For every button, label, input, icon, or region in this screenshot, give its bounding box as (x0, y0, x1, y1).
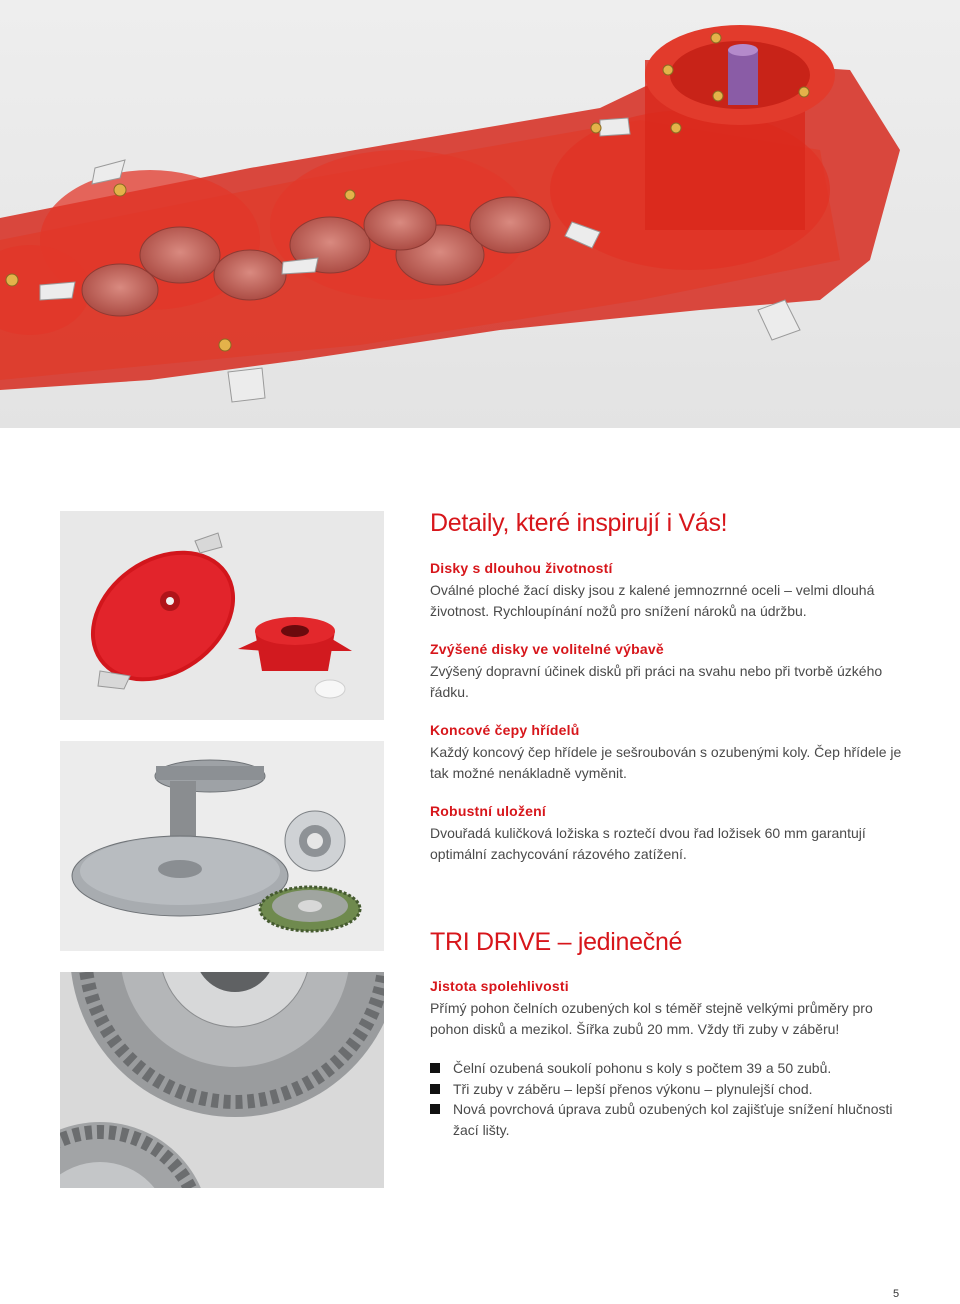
feature-raised-discs (430, 640, 910, 702)
feature-heading: Robustní uložení (430, 803, 546, 819)
bullet-item (430, 1099, 910, 1140)
feature-heading: Zvýšené disky ve volitelné výbavě (430, 641, 664, 657)
bullet-text: Tři zuby v záběru – lepší přenos výkonu – plynulejší chod. (453, 1080, 813, 1097)
bullet-square-icon (430, 1104, 440, 1114)
bullet-item (430, 1058, 910, 1079)
feature-text: Dvouřadá kuličková ložiska s roztečí dvou řad ložisek 60 mm garantují optimální zachycování rázového zatížení. (430, 825, 866, 862)
section-details (430, 508, 910, 864)
feature-shaft-end-pins (430, 721, 910, 783)
feature-robust-bearing (430, 802, 910, 864)
section-tri-drive (430, 927, 910, 1140)
page-number: 5 (893, 1288, 900, 1300)
feature-text: Každý koncový čep hřídele je sešroubován s ozubenými koly. Čep hřídele je tak možné nenákladně vyměnit. (430, 744, 902, 781)
bullet-list (430, 1058, 910, 1140)
section-title-tri-drive: TRI DRIVE – jedinečné (430, 928, 683, 956)
bullet-item (430, 1079, 910, 1100)
feature-heading: Disky s dlouhou životností (430, 560, 613, 576)
hero-cutterbar-illustration (0, 0, 960, 428)
feature-reliability (430, 977, 910, 1039)
feature-heading: Jistota spolehlivosti (430, 978, 569, 994)
section-title-details: Detaily, které inspirují i Vás! (430, 509, 728, 537)
bullet-text: Čelní ozubená soukolí pohonu s koly s počtem 39 a 50 zubů. (453, 1060, 832, 1076)
feature-text: Zvýšený dopravní účinek disků při práci na svahu nebo při tvorbě úzkého řádku. (430, 663, 883, 700)
feature-text: Přímý pohon čelních ozubených kol s téměř stejně velkými průměry pro pohon disků a mezikol. Šířka zubů 20 mm. Vždy tři zuby v záběru! (430, 1000, 873, 1037)
photo-mower-discs (60, 511, 384, 720)
bullet-square-icon (430, 1084, 440, 1094)
photo-shaft-bearing (60, 741, 384, 951)
feature-disc-longevity (430, 559, 910, 621)
bullet-text: Nová povrchová úprava zubů ozubených kol zajišťuje snížení hlučnosti žací lišty. (453, 1101, 893, 1138)
feature-heading: Koncové čepy hřídelů (430, 722, 580, 738)
feature-text: Oválné ploché žací disky jsou z kalené jemnozrnné oceli – velmi dlouhá životnost. Rychloupínání nožů pro snížení nároků na údržbu. (430, 582, 875, 619)
bullet-square-icon (430, 1063, 440, 1073)
photo-spur-gears (60, 972, 384, 1188)
